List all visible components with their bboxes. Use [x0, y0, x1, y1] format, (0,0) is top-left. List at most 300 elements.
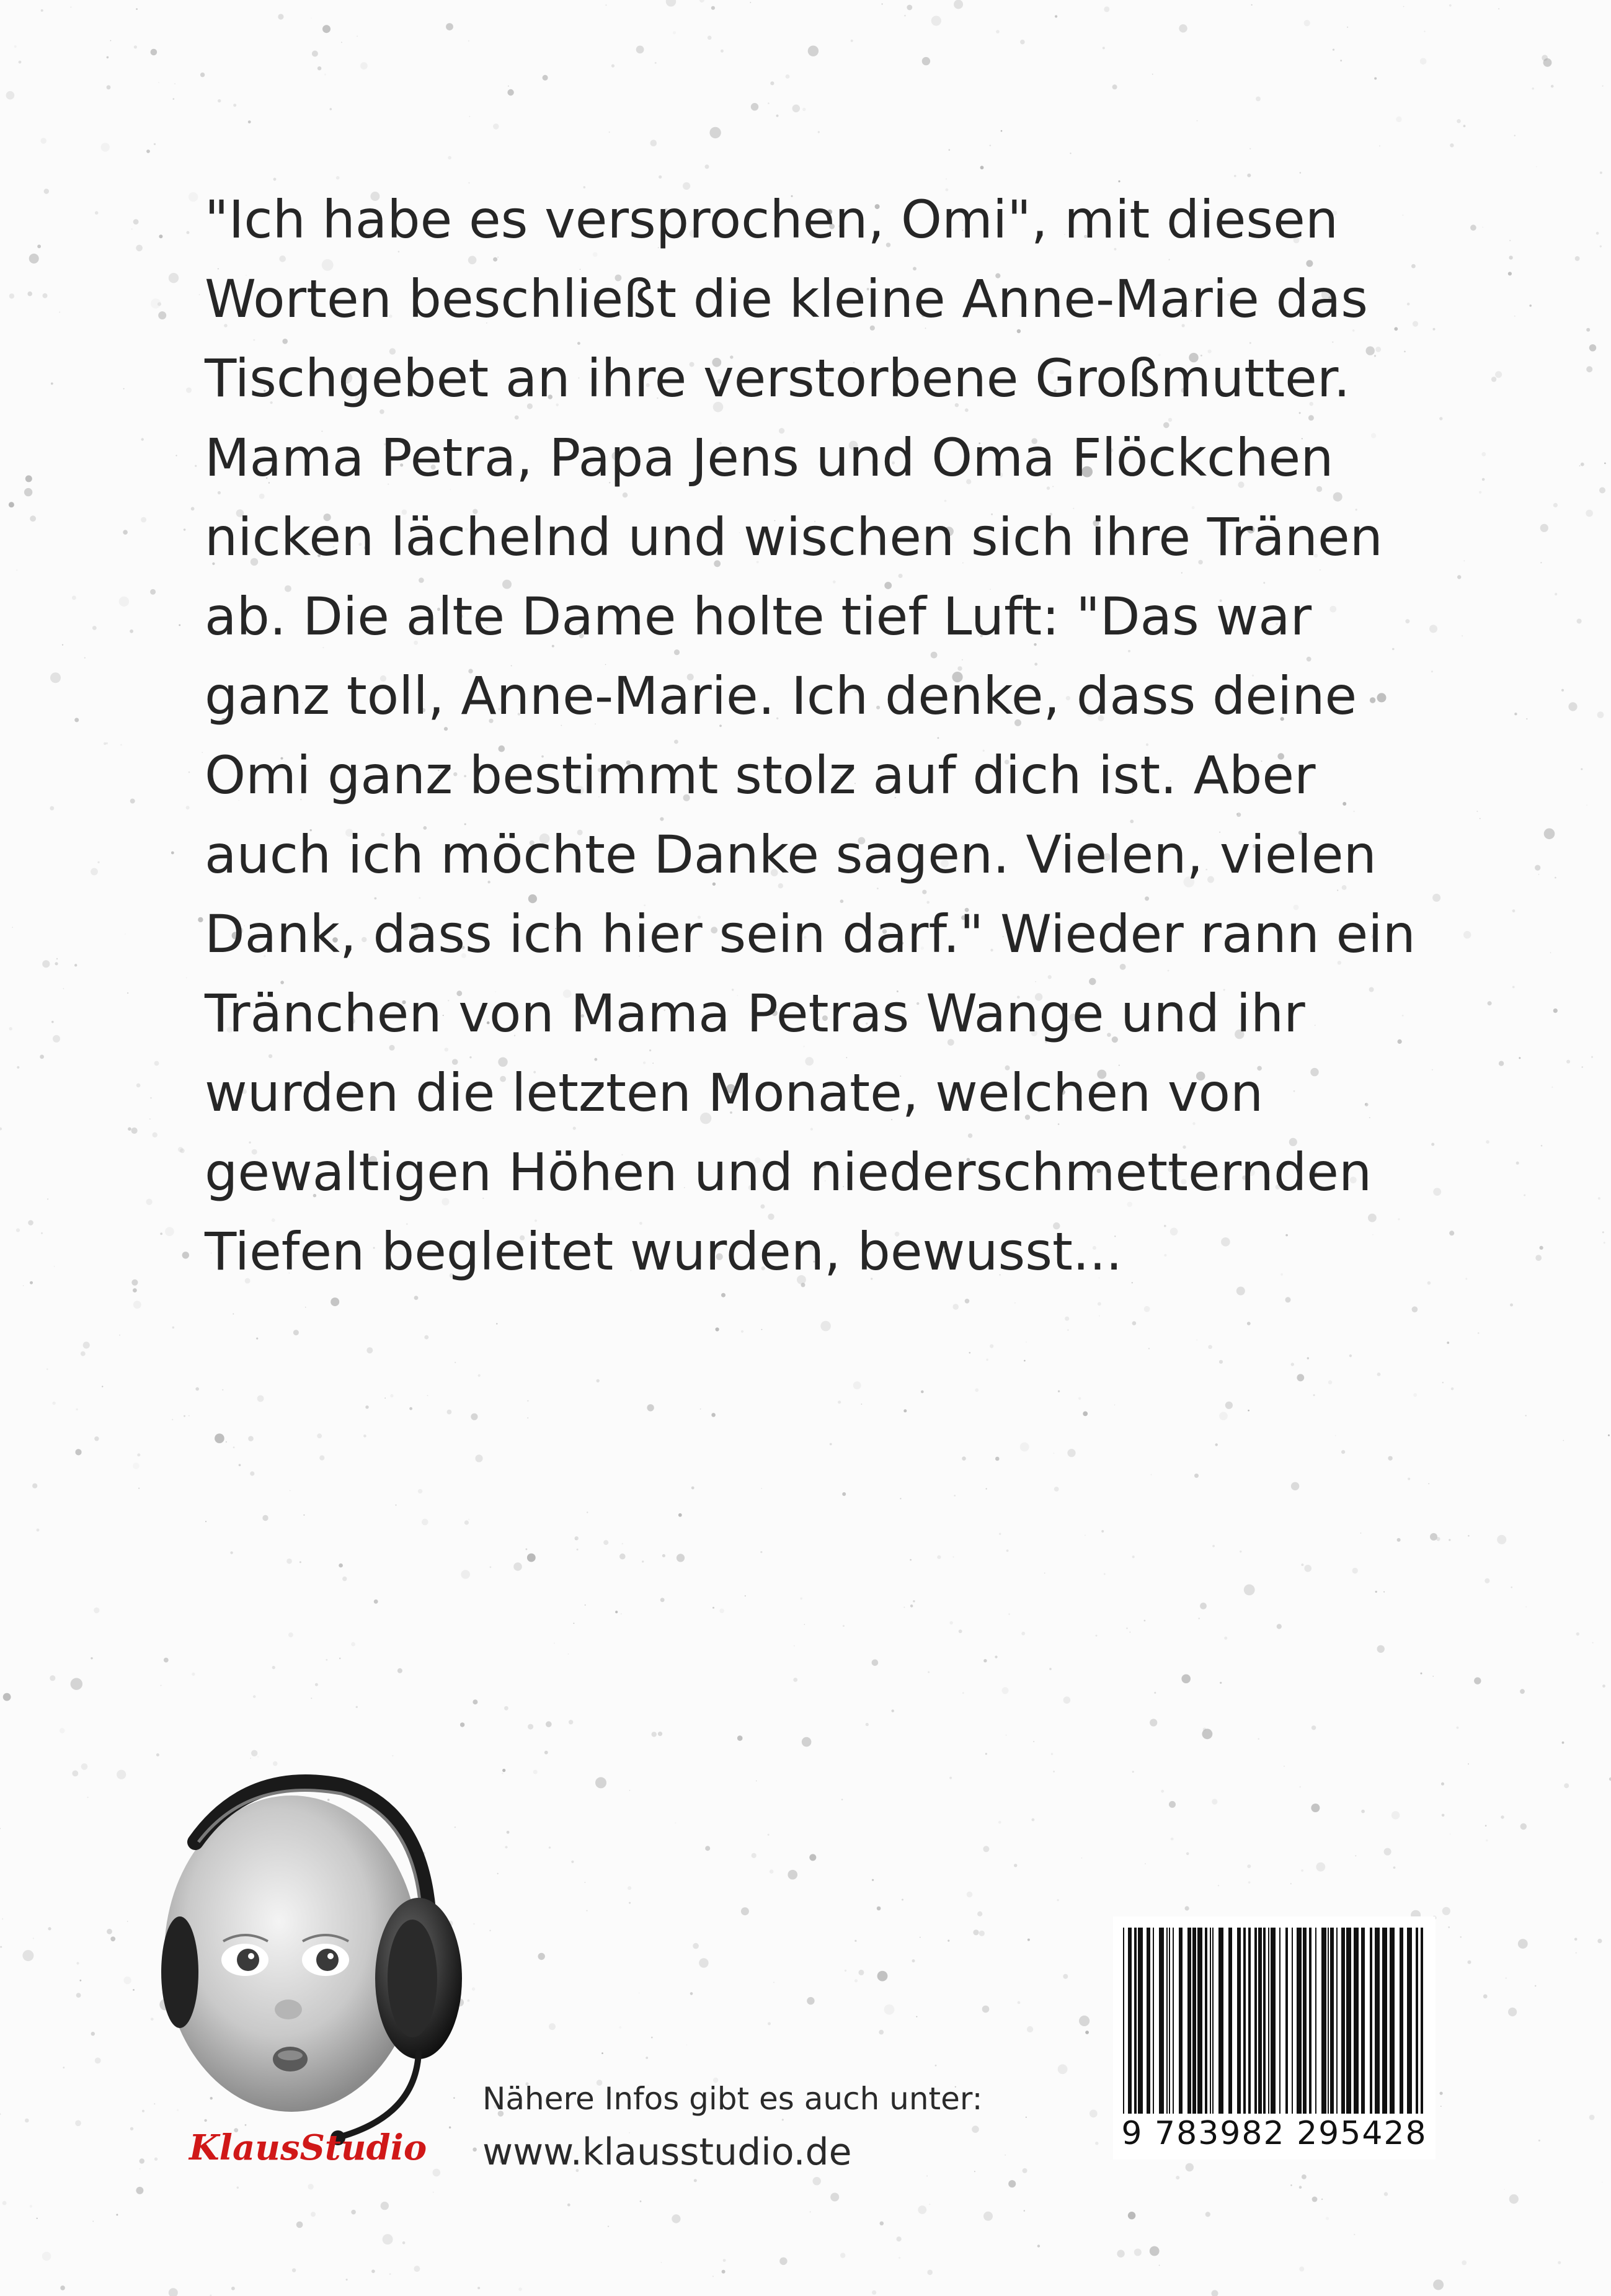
speckle	[619, 2026, 621, 2029]
speckle	[1420, 58, 1427, 65]
speckle	[902, 1899, 903, 1901]
barcode-bar	[1328, 1928, 1329, 2114]
speckle	[546, 1721, 552, 1727]
speckle	[622, 1543, 623, 1544]
speckle	[1220, 1682, 1222, 1684]
speckle	[694, 2179, 697, 2182]
speckle	[149, 1118, 151, 1119]
speckle	[1551, 1087, 1553, 1088]
speckle	[1355, 1855, 1356, 1856]
barcode-bar	[1248, 1928, 1251, 2114]
speckle	[845, 1970, 846, 1972]
barcode-bar	[1400, 1928, 1403, 2114]
speckle	[200, 73, 205, 77]
speckle	[1581, 463, 1584, 466]
speckle	[693, 1943, 699, 1949]
speckle	[1054, 1487, 1059, 1492]
speckle	[818, 131, 820, 133]
speckle	[1212, 1545, 1215, 1547]
speckle	[131, 1128, 138, 1134]
speckle	[642, 1560, 644, 1562]
speckle	[1596, 232, 1599, 235]
speckle	[1538, 874, 1540, 875]
speckle	[195, 1387, 199, 1391]
speckle	[1341, 1450, 1345, 1454]
speckle	[123, 530, 128, 535]
speckle	[899, 2257, 900, 2259]
speckle	[1506, 1977, 1507, 1978]
speckle	[1361, 1810, 1365, 1813]
speckle	[1352, 1568, 1358, 1573]
speckle	[1499, 1061, 1504, 1066]
speckle	[41, 9, 43, 12]
blurb-line: nicken lächelnd und wischen sich ihre Tränen	[205, 507, 1383, 567]
speckle	[1540, 562, 1542, 563]
speckle	[1354, 2234, 1355, 2235]
speckle	[1079, 2016, 1090, 2026]
speckle	[1581, 1066, 1583, 1068]
speckle	[133, 219, 139, 225]
speckle	[1602, 86, 1604, 87]
speckle	[587, 1910, 588, 1911]
speckle	[37, 1529, 40, 1532]
speckle	[1536, 166, 1537, 167]
barcode-bar	[1416, 1928, 1418, 2114]
speckle	[74, 964, 77, 966]
speckle	[117, 1770, 126, 1779]
speckle	[1148, 1348, 1150, 1349]
speckle	[1597, 1939, 1602, 1943]
speckle	[1550, 952, 1551, 953]
speckle	[910, 1604, 913, 1608]
barcode-bar	[1271, 1928, 1276, 2114]
speckle	[1328, 1381, 1333, 1385]
speckle	[165, 1227, 174, 1236]
speckle	[922, 57, 930, 65]
speckle	[138, 1488, 140, 1489]
speckle	[342, 1577, 347, 1581]
speckle	[136, 2187, 143, 2194]
speckle	[1018, 2001, 1021, 2005]
speckle	[897, 2236, 902, 2241]
speckle	[87, 1797, 88, 1798]
speckle	[1194, 1474, 1199, 1478]
speckle	[1524, 1195, 1525, 1196]
speckle	[146, 1199, 153, 1205]
speckle	[1532, 87, 1534, 90]
baby-with-headphones-icon	[136, 1749, 484, 2158]
speckle	[918, 2205, 926, 2214]
speckle	[215, 1433, 224, 1443]
speckle	[1021, 1632, 1025, 1635]
barcode-bar	[1321, 1928, 1326, 2114]
speckle	[587, 1511, 588, 1513]
speckle	[690, 1992, 693, 1995]
speckle	[1033, 1741, 1034, 1742]
speckle	[74, 718, 79, 722]
speckle	[1247, 1322, 1251, 1325]
speckle	[1470, 225, 1476, 231]
speckle	[497, 1873, 499, 1874]
blurb-line: Tränchen von Mama Petras Wange und ihr	[205, 983, 1305, 1044]
speckle	[502, 1773, 504, 1774]
speckle	[1014, 1864, 1017, 1867]
speckle	[1219, 1360, 1223, 1364]
speckle	[317, 1433, 322, 1438]
barcode-bar	[1370, 1928, 1372, 2114]
speckle	[741, 1907, 749, 1915]
speckle	[1474, 1677, 1481, 1684]
speckle	[1553, 503, 1558, 507]
speckle	[1510, 1304, 1513, 1307]
speckle	[360, 62, 368, 69]
speckle	[1159, 2265, 1160, 2266]
speckle	[0, 1828, 1, 1830]
speckle	[186, 388, 192, 393]
speckle	[1053, 1771, 1055, 1773]
speckle	[62, 644, 63, 646]
speckle	[1457, 119, 1461, 123]
speckle	[1377, 1373, 1381, 1376]
speckle	[615, 1611, 618, 1613]
speckle	[226, 1441, 227, 1443]
barcode-bar	[1361, 1928, 1365, 2114]
speckle	[980, 166, 984, 169]
speckle	[802, 1737, 812, 1747]
speckle	[721, 1293, 726, 1297]
speckle	[1555, 593, 1557, 595]
speckle	[6, 91, 15, 100]
speckle	[1600, 246, 1602, 247]
speckle	[53, 1035, 60, 1043]
speckle	[37, 2218, 38, 2219]
speckle	[776, 115, 779, 117]
speckle	[303, 1515, 304, 1516]
speckle	[374, 1600, 378, 1604]
speckle	[195, 465, 197, 467]
barcode-bar	[1330, 1928, 1334, 2114]
speckle	[478, 1374, 481, 1377]
speckle	[678, 1513, 682, 1517]
speckle	[705, 1846, 710, 1851]
speckle	[468, 40, 469, 42]
speckle	[1083, 1412, 1088, 1417]
speckle	[1290, 2184, 1292, 2186]
speckle	[979, 1931, 985, 1936]
speckle	[317, 66, 321, 70]
speckle	[794, 1645, 795, 1647]
speckle	[468, 1519, 469, 1520]
barcode-bar	[1173, 1928, 1174, 2114]
speckle	[490, 1566, 492, 1568]
speckle	[1383, 1591, 1385, 1593]
speckle	[533, 1770, 538, 1774]
speckle	[22, 1950, 33, 1961]
speckle	[1525, 1415, 1527, 1416]
speckle	[813, 2177, 821, 2185]
speckle	[262, 1515, 268, 1521]
speckle	[719, 1609, 724, 1614]
speckle	[1311, 1725, 1316, 1730]
speckle	[153, 1132, 158, 1137]
speckle	[779, 2258, 787, 2265]
speckle	[127, 992, 128, 994]
speckle	[1126, 1627, 1127, 1629]
speckle	[699, 0, 704, 2]
speckle	[1462, 2261, 1467, 2266]
barcode-bar	[1243, 1928, 1246, 2114]
speckle	[1478, 1332, 1480, 1334]
speckle	[1277, 1624, 1282, 1629]
speckle	[24, 488, 32, 496]
speckle	[1360, 1533, 1362, 1534]
speckle	[872, 2290, 876, 2295]
speckle	[50, 806, 54, 811]
speckle	[1581, 768, 1582, 770]
speckle	[712, 2276, 714, 2277]
speckle	[23, 1285, 24, 1286]
speckle	[161, 1685, 162, 1686]
speckle	[60, 1728, 65, 1733]
speckle	[25, 2119, 29, 2123]
speckle	[877, 1907, 881, 1911]
speckle	[802, 108, 806, 111]
speckle	[1509, 240, 1511, 241]
speckle	[76, 1993, 81, 1998]
speckle	[134, 45, 137, 48]
speckle	[191, 507, 195, 510]
speckle	[1483, 1995, 1488, 1999]
speckle	[12, 927, 13, 928]
speckle	[1006, 1735, 1007, 1736]
speckle	[1436, 1537, 1440, 1541]
speckle	[1457, 575, 1461, 579]
speckle	[1457, 1727, 1459, 1729]
speckle	[202, 752, 203, 753]
speckle	[721, 50, 724, 53]
speckle	[330, 108, 332, 110]
barcode-bar	[1159, 1928, 1164, 2114]
speckle	[880, 2222, 884, 2226]
barcode-bar	[1218, 1928, 1223, 2114]
blurb-line: Dank, dass ich hier sein darf." Wieder rann ein	[205, 904, 1416, 964]
speckle	[1151, 1474, 1152, 1475]
speckle	[786, 74, 790, 79]
barcode-bar	[1212, 1928, 1214, 2114]
speckle	[1564, 1783, 1569, 1788]
speckle	[913, 1600, 915, 1602]
speckle	[1558, 2261, 1561, 2264]
speckle	[1589, 344, 1596, 351]
speckle	[549, 1846, 551, 1848]
speckle	[409, 1407, 412, 1410]
speckle	[969, 1352, 971, 1354]
speckle	[527, 1554, 536, 1562]
website-link[interactable]: www.klausstudio.de	[482, 2130, 852, 2174]
speckle	[1592, 1642, 1594, 1644]
speckle	[257, 1395, 264, 1402]
speckle	[1302, 2174, 1307, 2179]
speckle	[1463, 560, 1465, 561]
speckle	[1514, 713, 1517, 715]
speckle	[1196, 1340, 1197, 1341]
speckle	[296, 2222, 303, 2228]
speckle	[954, 0, 963, 9]
speckle	[996, 30, 1000, 33]
speckle	[1101, 1530, 1104, 1533]
speckle	[91, 868, 98, 876]
speckle	[1449, 1539, 1450, 1541]
speckle	[9, 1027, 12, 1030]
speckle	[1421, 1673, 1422, 1675]
speckle	[311, 17, 312, 19]
speckle	[1024, 1360, 1026, 1362]
blurb-line: Worten beschließt die kleine Anne-Marie das	[205, 269, 1369, 329]
speckle	[127, 1921, 128, 1922]
speckle	[1349, 1355, 1352, 1357]
speckle	[760, 1551, 762, 1553]
speckle	[1070, 153, 1071, 154]
speckle	[1485, 1578, 1489, 1583]
barcode-bar	[1375, 1928, 1380, 2114]
speckle	[1520, 1823, 1527, 1830]
barcode-bar	[1263, 1928, 1266, 2114]
speckle	[0, 1128, 2, 1131]
speckle	[1085, 2031, 1089, 2034]
speckle	[1078, 1397, 1081, 1400]
speckle	[640, 2200, 642, 2202]
speckle	[1099, 1315, 1100, 1317]
speckle	[1447, 1342, 1449, 1344]
speckle	[1498, 8, 1499, 9]
speckle	[809, 1854, 816, 1861]
speckle	[2, 2201, 7, 2205]
speckle	[133, 1462, 140, 1469]
speckle	[1516, 1162, 1519, 1165]
speckle	[1096, 1635, 1098, 1637]
speckle	[507, 89, 513, 96]
speckle	[182, 1252, 189, 1258]
speckle	[1462, 635, 1463, 636]
speckle	[750, 2, 751, 3]
speckle	[59, 311, 60, 313]
speckle	[1247, 174, 1251, 177]
speckle	[1023, 2168, 1027, 2173]
speckle	[1442, 1907, 1450, 1915]
speckle	[341, 42, 342, 43]
speckle	[17, 1066, 19, 1069]
speckle	[1468, 1535, 1470, 1537]
speckle	[1589, 2115, 1595, 2120]
barcode-bar	[1279, 1928, 1280, 2114]
speckle	[1412, 1306, 1418, 1312]
speckle	[1432, 1676, 1434, 1677]
speckle	[41, 138, 47, 143]
speckle	[646, 2057, 648, 2059]
speckle	[1311, 1804, 1320, 1812]
speckle	[872, 1660, 879, 1666]
speckle	[92, 2221, 94, 2222]
speckle	[686, 2044, 688, 2045]
speckle	[174, 83, 175, 84]
speckle	[81, 1351, 86, 1356]
speckle	[136, 245, 143, 252]
barcode-bar	[1303, 1928, 1307, 2114]
speckle	[128, 1128, 131, 1131]
speckle	[288, 1632, 293, 1637]
speckle	[1525, 1606, 1527, 1608]
speckle	[1555, 877, 1556, 879]
speckle	[91, 2032, 95, 2036]
speckle	[605, 4, 606, 6]
speckle	[1203, 1728, 1207, 1732]
speckle	[1574, 1938, 1578, 1941]
speckle	[40, 1055, 44, 1059]
speckle	[571, 1861, 574, 1863]
speckle	[1374, 78, 1377, 80]
blurb-line: wurden die letzten Monate, welchen von	[205, 1062, 1264, 1123]
speckle	[365, 1405, 368, 1408]
speckle	[1486, 1840, 1488, 1842]
speckle	[172, 1419, 173, 1420]
speckle	[973, 1929, 979, 1935]
speckle	[381, 2202, 389, 2210]
speckle	[75, 2120, 81, 2127]
speckle	[383, 2234, 393, 2245]
speckle	[983, 1846, 989, 1852]
speckle	[1450, 1833, 1451, 1835]
speckle	[1090, 2110, 1098, 2118]
speckle	[608, 2226, 609, 2227]
speckle	[186, 806, 190, 809]
speckle	[52, 1402, 55, 1405]
speckle	[1144, 1306, 1150, 1312]
speckle	[1313, 1394, 1315, 1396]
speckle	[577, 1549, 579, 1551]
isbn-barcode	[1113, 1916, 1436, 2160]
speckle	[233, 1446, 235, 1448]
speckle	[675, 1822, 676, 1823]
speckle	[1514, 316, 1516, 317]
speckle	[574, 1623, 575, 1624]
speckle	[131, 1279, 138, 1286]
speckle	[141, 517, 146, 523]
speckle	[315, 1683, 318, 1686]
speckle	[853, 1381, 861, 1389]
speckle	[507, 1831, 510, 1834]
speckle	[1049, 1668, 1052, 1670]
speckle	[131, 228, 133, 229]
speckle	[1098, 1302, 1101, 1306]
speckle	[792, 105, 801, 113]
speckle	[948, 1940, 949, 1942]
speckle	[324, 74, 326, 76]
speckle	[133, 1301, 141, 1309]
speckle	[29, 254, 39, 264]
speckle	[1215, 1443, 1218, 1446]
speckle	[931, 16, 941, 25]
speckle	[47, 1198, 48, 1199]
info-label: Nähere Infos gibt es auch unter:	[482, 2081, 983, 2117]
speckle	[1529, 305, 1532, 307]
speckle	[711, 1413, 716, 1417]
speckle	[95, 2058, 101, 2064]
speckle	[723, 2259, 726, 2262]
speckle	[995, 1457, 1000, 1461]
speckle	[1599, 487, 1605, 494]
speckle	[363, 1435, 366, 1438]
speckle	[1291, 1363, 1294, 1366]
